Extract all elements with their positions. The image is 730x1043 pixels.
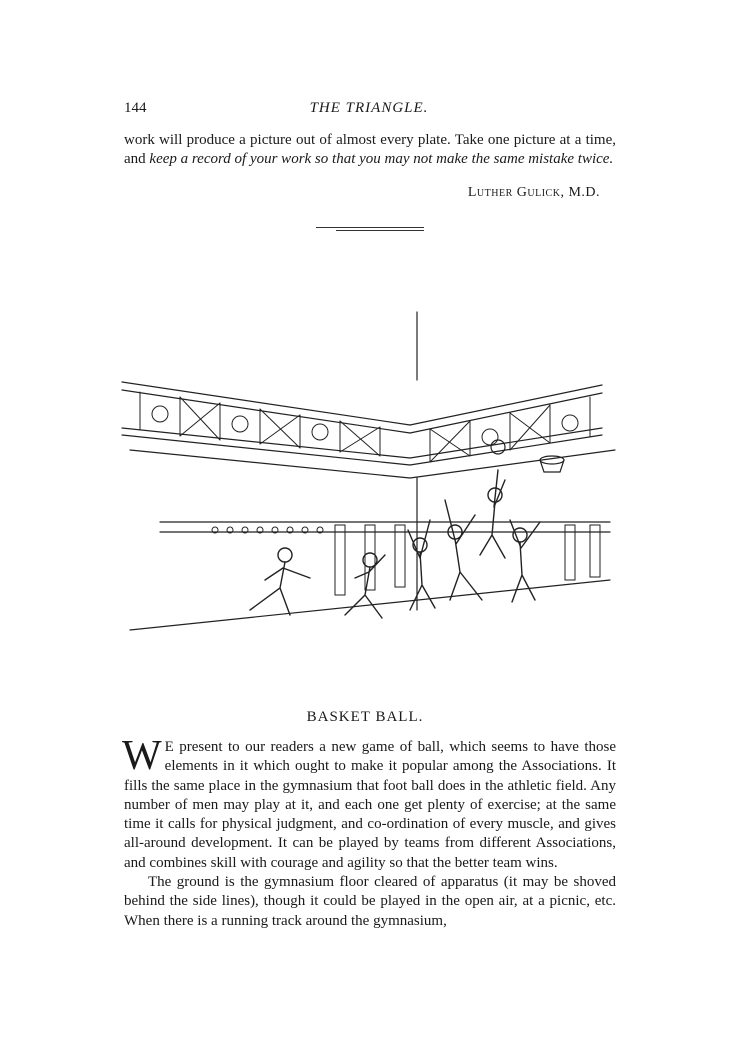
paragraph-1-text: E present to our readers a new game of ball, which seems to have those elements in it which ought to make it popular among the Associations. It fills the same place in the gymnasium that foot ball does in the athletic field. Any number of men may play at it, and each one get plenty of exercise; at the same time it calls for physical judgment, and co-ordination of every muscle, and gives all-around development. It can be played by teams from different Associations, and combines skill with courage and agility so that the better team wins. — [124, 739, 616, 871]
section-divider — [316, 227, 424, 231]
signature-first-rest: uther — [476, 185, 513, 200]
article-title: BASKET BALL. — [306, 709, 424, 725]
author-signature — [468, 185, 600, 201]
signature-last-initial: G — [516, 185, 528, 200]
running-head — [124, 100, 614, 122]
drop-cap: W — [122, 733, 162, 779]
signature-suffix: , M.D. — [560, 185, 600, 200]
basketball-gymnasium-illustration — [120, 310, 620, 645]
previous-article-italic-text: keep a record of your work so that you may not make the same mistake twice. — [149, 151, 614, 167]
article-paragraph-1 — [122, 733, 616, 873]
signature-first-initial: L — [467, 185, 477, 200]
previous-article-ending — [124, 131, 616, 169]
article-paragraph-2: The ground is the gymnasium floor cleared of apparatus (it may be shoved behind the side lines), though it could be played in the open air, at a picnic, etc. When there is a running track around the gymnasium, — [124, 874, 616, 929]
signature-last-rest: ulick — [527, 185, 561, 200]
previous-article-text: work will produce a picture out of almost every plate. Take one picture at a time, and — [124, 132, 616, 167]
article-body — [122, 733, 616, 931]
journal-title: THE TRIANGLE. — [309, 100, 429, 116]
page-number: 144 — [124, 100, 147, 116]
